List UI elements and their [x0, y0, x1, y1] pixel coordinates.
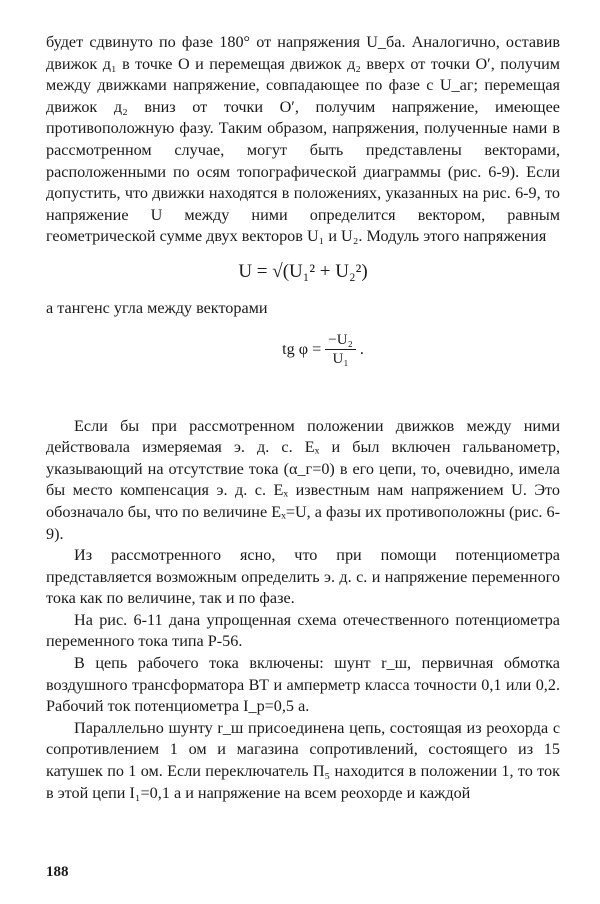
- formula-tangent: [86, 324, 560, 376]
- formula-tangent-period: .: [359, 339, 364, 358]
- paragraph-7: Параллельно шунту r_ш присоединена цепь, состоящая из реохорда с сопротивлением 1 ом и магазина сопротивлений, состоящего из 15 катушек по 1 ом. Если переключатель П₅ находится в положении 1, то ток в этой цепи I₁=0,1 а и напряжение на всем реохорде и каждой: [46, 718, 560, 802]
- paragraph-6: В цепь рабочего тока включены: шунт r_ш, первичная обмотка воздушного трансформатора ВТ и амперметр класса точности 0,1 или 0,2. Рабочий ток потенциометра I_р=0,5 а.: [46, 654, 560, 716]
- formula-tangent-fraction: [325, 331, 356, 368]
- formula-tangent-numerator: −U₂: [325, 331, 356, 350]
- paragraph-2: а тангенс угла между векторами: [46, 298, 268, 317]
- formula-modulus: U = √(U₁² + U₂²): [238, 260, 368, 282]
- section-gap: [46, 382, 560, 416]
- paragraph-4: Из рассмотренного ясно, что при помощи потенциометра представляется возможным определить э. д. с. и напряжение переменного тока как по величине, так и по фазе.: [46, 546, 560, 608]
- page-number: 188: [46, 864, 69, 880]
- paragraph-3: Если бы при рассмотренном положении движков между ними действовала измеряемая э. д. с. Eₓ и был включен гальванометр, указывающий на отсутствие тока (α_г=0) в его цепи, то, очевидно, имела бы место компенсация э. д. с. Eₓ известным нам напряжением U. Это обозначало бы, что по величине Eₓ=U, а фазы их противоположны (рис. 6-9).: [46, 416, 560, 543]
- formula-tangent-lhs: tg φ =: [282, 339, 322, 358]
- formula-tangent-denominator: U₁: [332, 351, 349, 368]
- paragraph-1: будет сдвинуто по фазе 180° от напряжения U_ба. Аналогично, оставив движок д₁ в точке O и перемещая движок д₂ вверх от точки O′, получим между движками напряжение, совпадающее по фазе с U_аг; перемещая движок д₂ вниз от точки O′, получим напряжение, имеющее противоположную фазу. Таким образом, напряжения, полученные нами в рассмотренном случае, могут быть представлены векторами, расположенными по осям топографической диаграммы (рис. 6-9). Если допустить, что движки находятся в положениях, указанных на рис. 6-9, то напряжение U между ними определится вектором, равным геометрической сумме двух векторов U₁ и U₂. Модуль этого напряжения: [46, 33, 560, 246]
- paragraph-5: На рис. 6-11 дана упрощенная схема отечественного потенциометра переменного тока типа Р-56.: [46, 610, 560, 651]
- page-body: [46, 32, 560, 804]
